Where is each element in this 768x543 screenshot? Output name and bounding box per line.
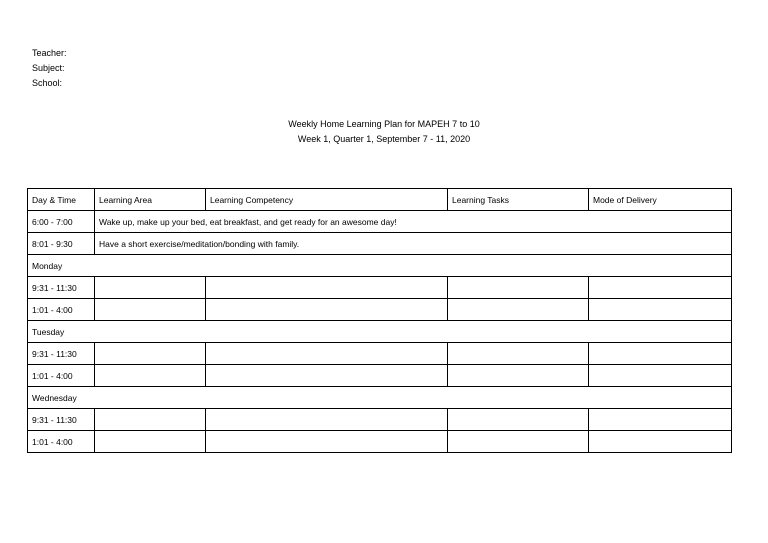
header-info — [32, 46, 67, 91]
school-label: School: — [32, 78, 63, 88]
table-row — [28, 409, 732, 431]
learning-competency-cell[interactable] — [206, 365, 448, 387]
slot-time: 9:31 - 11:30 — [28, 277, 95, 299]
day-row-monday — [28, 255, 732, 277]
learning-tasks-cell[interactable] — [448, 299, 589, 321]
header-learning-tasks: Learning Tasks — [448, 189, 589, 211]
day-label: Monday — [28, 255, 732, 277]
header-day-time: Day & Time — [28, 189, 95, 211]
table-row — [28, 343, 732, 365]
subject-label: Subject: — [32, 63, 65, 73]
slot-time: 1:01 - 4:00 — [28, 299, 95, 321]
table-header-row — [28, 189, 732, 211]
learning-competency-cell[interactable] — [206, 299, 448, 321]
table-row — [28, 431, 732, 453]
table-row — [28, 365, 732, 387]
learning-area-cell[interactable] — [95, 299, 206, 321]
learning-area-cell[interactable] — [95, 365, 206, 387]
slot-time: 9:31 - 11:30 — [28, 343, 95, 365]
learning-competency-cell[interactable] — [206, 343, 448, 365]
learning-competency-cell[interactable] — [206, 431, 448, 453]
learning-area-cell[interactable] — [95, 431, 206, 453]
learning-area-cell[interactable] — [95, 343, 206, 365]
slot-time: 9:31 - 11:30 — [28, 409, 95, 431]
learning-tasks-cell[interactable] — [448, 431, 589, 453]
mode-of-delivery-cell[interactable] — [589, 343, 732, 365]
mode-of-delivery-cell[interactable] — [589, 277, 732, 299]
title-line-1: Weekly Home Learning Plan for MAPEH 7 to 10 — [288, 119, 480, 129]
learning-area-cell[interactable] — [95, 409, 206, 431]
routine-time: 8:01 - 9:30 — [28, 233, 95, 255]
header-learning-competency: Learning Competency — [206, 189, 448, 211]
mode-of-delivery-cell[interactable] — [589, 299, 732, 321]
routine-row — [28, 233, 732, 255]
title-line-2: Week 1, Quarter 1, September 7 - 11, 2020 — [297, 134, 471, 144]
header-learning-area: Learning Area — [95, 189, 206, 211]
day-row-wednesday — [28, 387, 732, 409]
day-label: Tuesday — [28, 321, 732, 343]
header-mode-of-delivery: Mode of Delivery — [589, 189, 732, 211]
learning-plan-table — [27, 188, 732, 453]
learning-tasks-cell[interactable] — [448, 277, 589, 299]
mode-of-delivery-cell[interactable] — [589, 409, 732, 431]
learning-tasks-cell[interactable] — [448, 365, 589, 387]
routine-activity: Have a short exercise/meditation/bonding with family. — [95, 233, 732, 255]
learning-tasks-cell[interactable] — [448, 409, 589, 431]
learning-area-cell[interactable] — [95, 277, 206, 299]
table-row — [28, 299, 732, 321]
mode-of-delivery-cell[interactable] — [589, 365, 732, 387]
slot-time: 1:01 - 4:00 — [28, 365, 95, 387]
routine-activity: Wake up, make up your bed, eat breakfast, and get ready for an awesome day! — [95, 211, 732, 233]
document-title — [0, 117, 768, 147]
learning-competency-cell[interactable] — [206, 409, 448, 431]
learning-tasks-cell[interactable] — [448, 343, 589, 365]
day-label: Wednesday — [28, 387, 732, 409]
day-row-tuesday — [28, 321, 732, 343]
table-row — [28, 277, 732, 299]
mode-of-delivery-cell[interactable] — [589, 431, 732, 453]
slot-time: 1:01 - 4:00 — [28, 431, 95, 453]
routine-row — [28, 211, 732, 233]
routine-time: 6:00 - 7:00 — [28, 211, 95, 233]
teacher-label: Teacher: — [32, 48, 67, 58]
learning-competency-cell[interactable] — [206, 277, 448, 299]
